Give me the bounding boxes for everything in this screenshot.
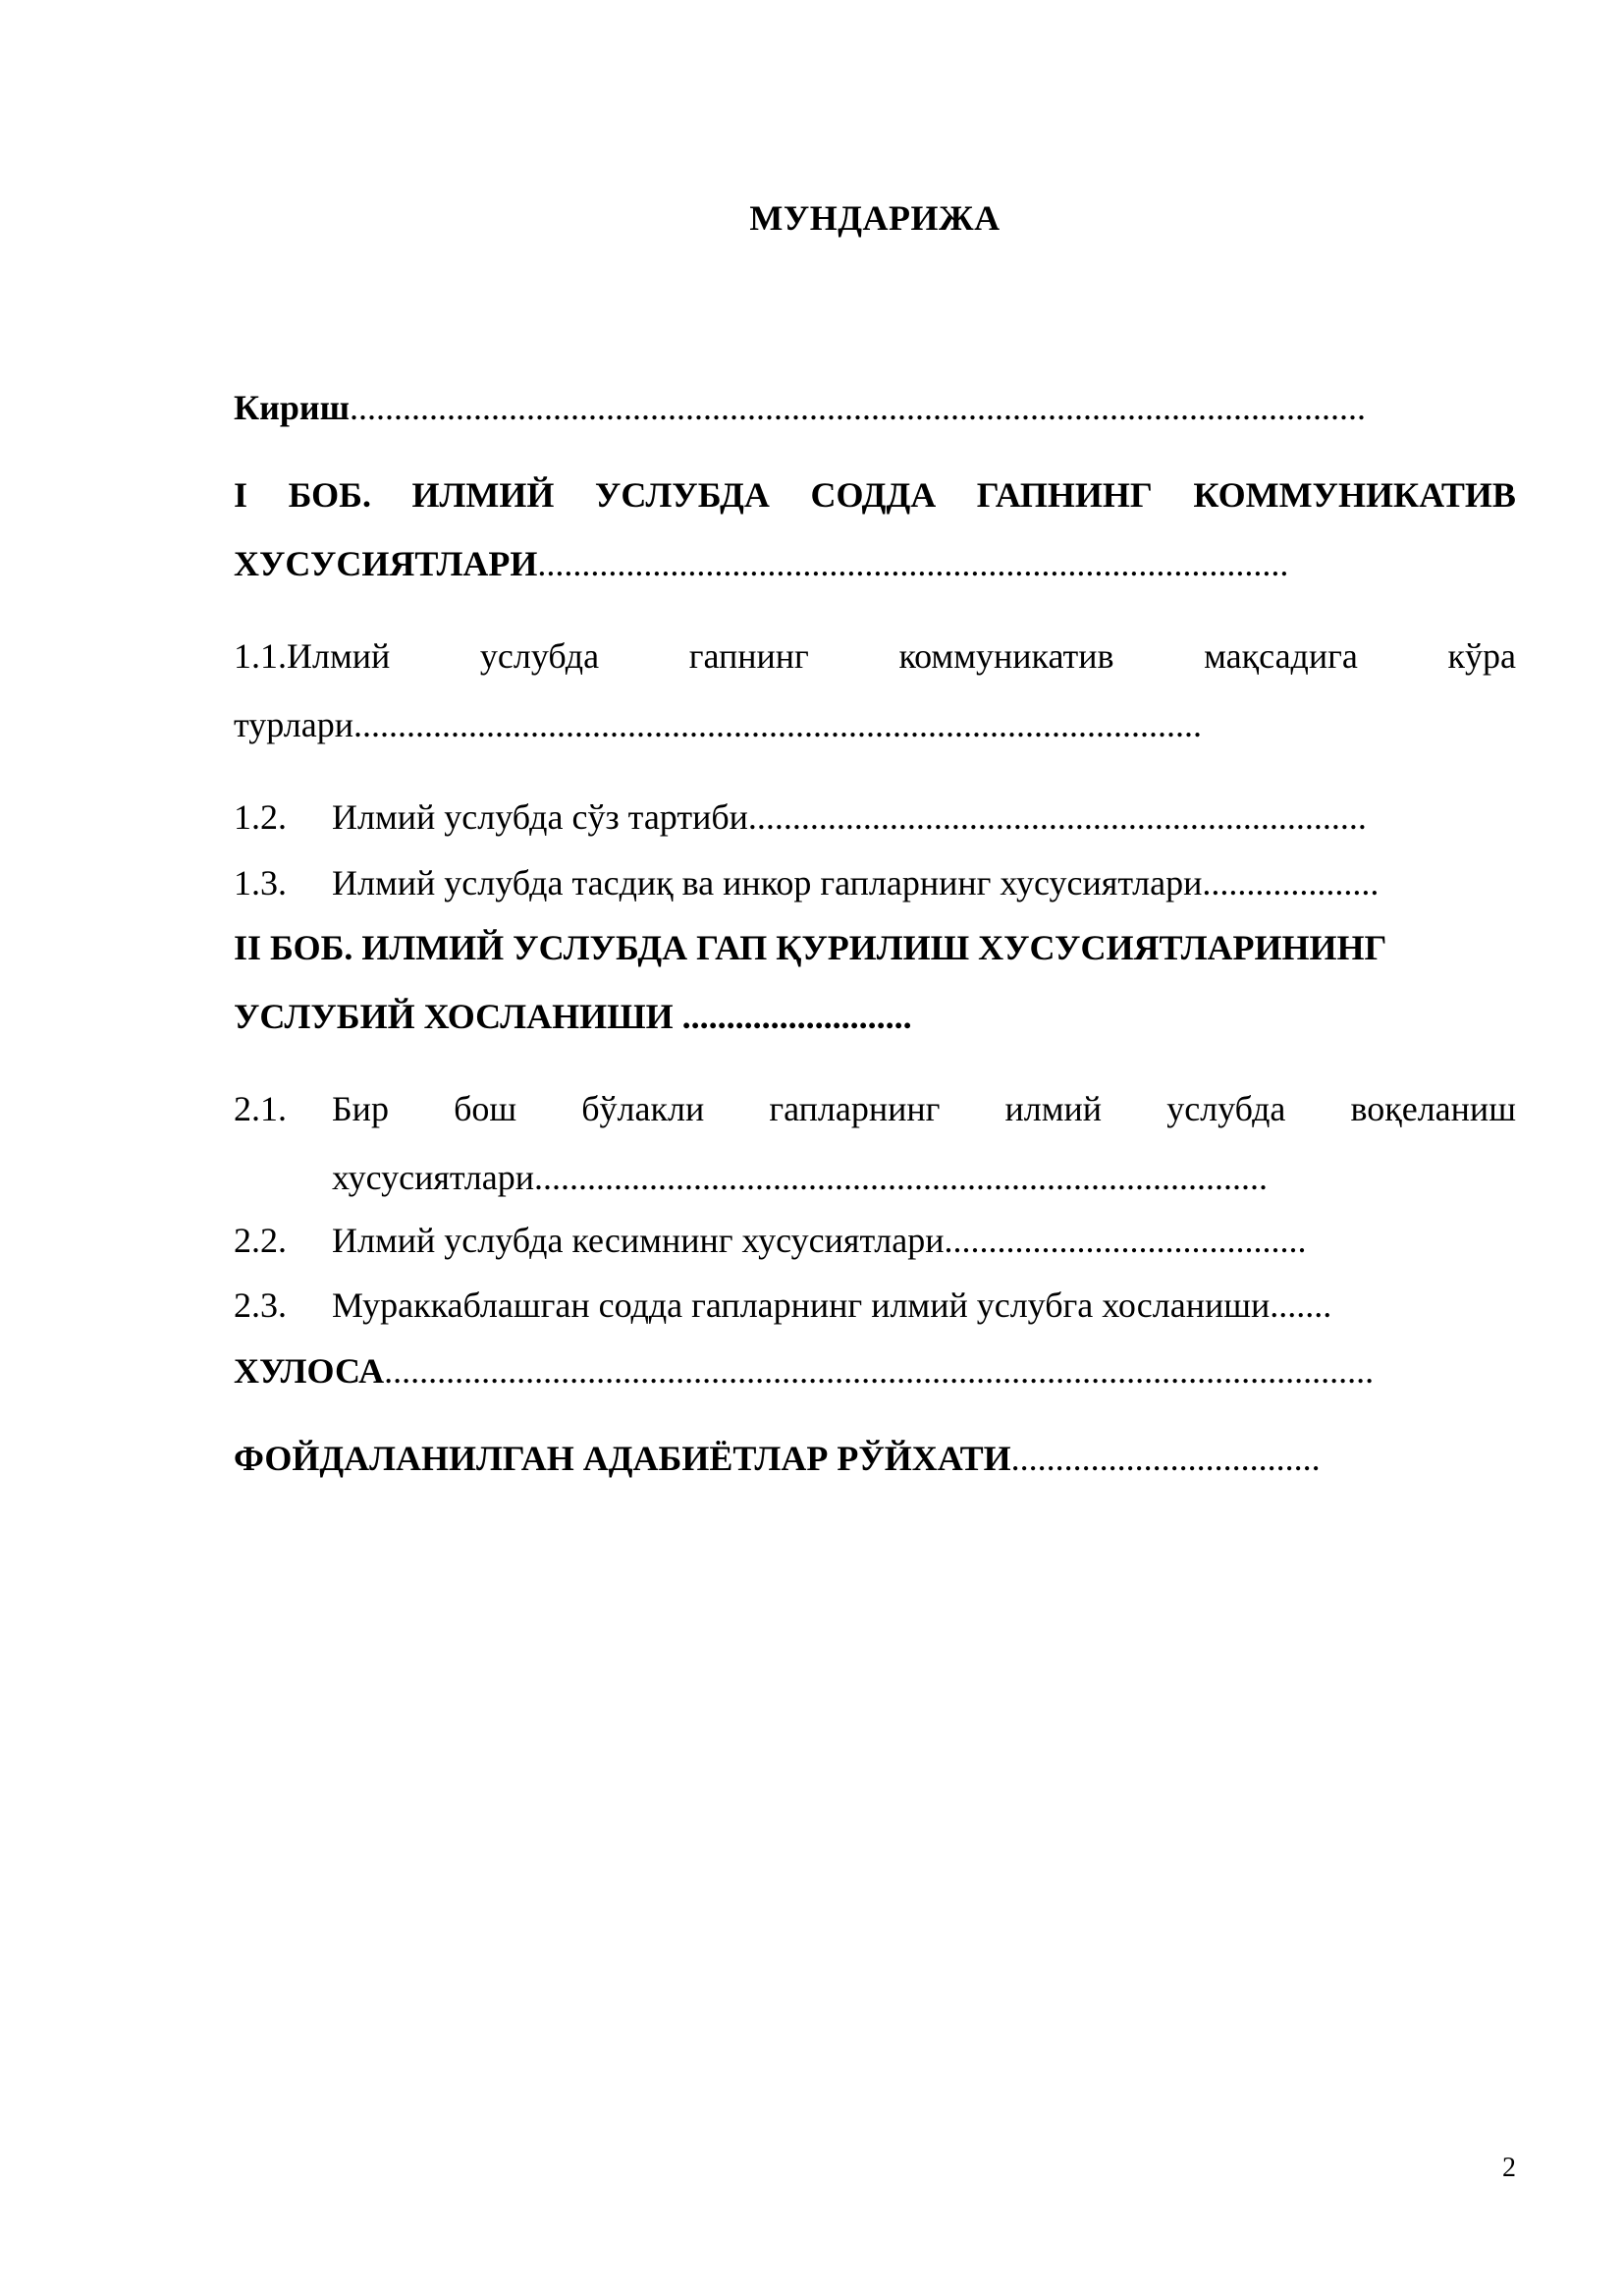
toc-entry-label: хусусиятлари <box>332 1158 534 1197</box>
toc-title: МУНДАРИЖА <box>749 198 1001 238</box>
word: воқеланиш <box>1350 1089 1516 1128</box>
toc-entry-section-1-1[interactable] <box>234 622 1516 759</box>
chapter-1-line-1 <box>234 461 1516 529</box>
section-number: 2.2. <box>234 1221 287 1260</box>
toc-entry-label: УСЛУБИЙ ХОСЛАНИШИ <box>234 997 674 1036</box>
toc-entry-label: Илмий услубда кесимнинг хусусиятлари <box>332 1221 945 1260</box>
word: коммуникатив <box>898 636 1114 676</box>
word: гапларнинг <box>769 1089 941 1128</box>
word: кўра <box>1447 636 1516 676</box>
dot-leader: .......................... <box>673 997 912 1036</box>
word: услубда <box>1166 1089 1286 1128</box>
word: услубда <box>479 636 600 676</box>
chapter-1-line-2 <box>234 529 1516 598</box>
section-1-1-line-2 <box>234 690 1516 759</box>
section-number: 2.1. <box>234 1089 287 1128</box>
chapter-2-line-1: II БОБ. ИЛМИЙ УСЛУБДА ГАП ҚУРИЛИШ ХУСУСИЯТЛАРИНИНГ <box>234 928 1387 967</box>
word: гапнинг <box>688 636 809 676</box>
toc-entry-label: Кириш <box>234 388 351 427</box>
dot-leader: ................................................................................... <box>533 1158 1268 1197</box>
word: УСЛУБДА <box>594 475 770 515</box>
word: I <box>234 475 248 515</box>
toc-entry-label: Илмий услубда тасдиқ ва инкор гапларнинг хусусиятлари <box>332 863 1203 902</box>
word: илмий <box>1004 1089 1103 1128</box>
toc-entry-conclusion[interactable] <box>234 1337 1516 1405</box>
toc-entry-chapter-1[interactable] <box>234 461 1516 598</box>
word: ИЛМИЙ <box>411 475 555 515</box>
chapter-2-line-2 <box>234 982 1516 1051</box>
toc-entry-section-1-2[interactable] <box>234 783 1516 851</box>
toc-entry-intro[interactable] <box>234 373 1516 442</box>
section-2-1-line-2 <box>234 1143 1516 1212</box>
toc-entry-label: Илмий услубда сўз тартиби <box>332 797 748 837</box>
word: бош <box>454 1089 517 1128</box>
section-number: 1.3. <box>234 863 287 902</box>
toc-entry-section-2-3[interactable] <box>234 1271 1516 1339</box>
toc-entry-section-1-3[interactable] <box>234 848 1516 917</box>
word: ГАПНИНГ <box>976 475 1153 515</box>
word: СОДДА <box>810 475 937 515</box>
dot-leader: ................................................................................................................... <box>350 388 1367 427</box>
section-number: 1.2. <box>234 797 287 837</box>
toc-entry-section-2-1[interactable] <box>234 1074 1516 1212</box>
word: бўлакли <box>581 1089 705 1128</box>
dot-leader: ................................................................................................................ <box>384 1351 1375 1391</box>
word: 1.1.Илмий <box>234 636 391 676</box>
dot-leader: .................... <box>1202 863 1380 902</box>
toc-entry-label: ХУЛОСА <box>234 1351 385 1391</box>
dot-leader: ................................................................................................ <box>353 705 1202 744</box>
section-2-1-line-1 <box>234 1074 1516 1143</box>
word: мақсадига <box>1204 636 1358 676</box>
section-1-1-line-1 <box>234 622 1516 690</box>
page-number: 2 <box>1502 2153 1516 2183</box>
toc-entry-chapter-2[interactable] <box>234 913 1516 1051</box>
toc-entry-label: ХУСУСИЯТЛАРИ <box>234 544 538 583</box>
dot-leader: ..................................................................................... <box>537 544 1289 583</box>
dot-leader: ....... <box>1270 1285 1332 1325</box>
dot-leader: ...................................................................... <box>747 797 1367 837</box>
dot-leader: ......................................... <box>944 1221 1307 1260</box>
word: БОБ. <box>288 475 371 515</box>
section-number: 2.3. <box>234 1285 287 1325</box>
toc-entry-section-2-2[interactable] <box>234 1206 1516 1275</box>
section-2-1-words <box>332 1074 1516 1143</box>
toc-entry-label: турлари <box>234 705 353 744</box>
word: КОММУНИКАТИВ <box>1193 475 1516 515</box>
toc-entry-label: ФОЙДАЛАНИЛГАН АДАБИЁТЛАР РЎЙХАТИ <box>234 1439 1011 1478</box>
toc-entry-label: Мураккаблашган содда гапларнинг илмий услубга хосланиши <box>332 1285 1271 1325</box>
dot-leader: ................................... <box>1010 1439 1321 1478</box>
toc-entry-references[interactable] <box>234 1424 1516 1493</box>
word: Бир <box>332 1089 389 1128</box>
